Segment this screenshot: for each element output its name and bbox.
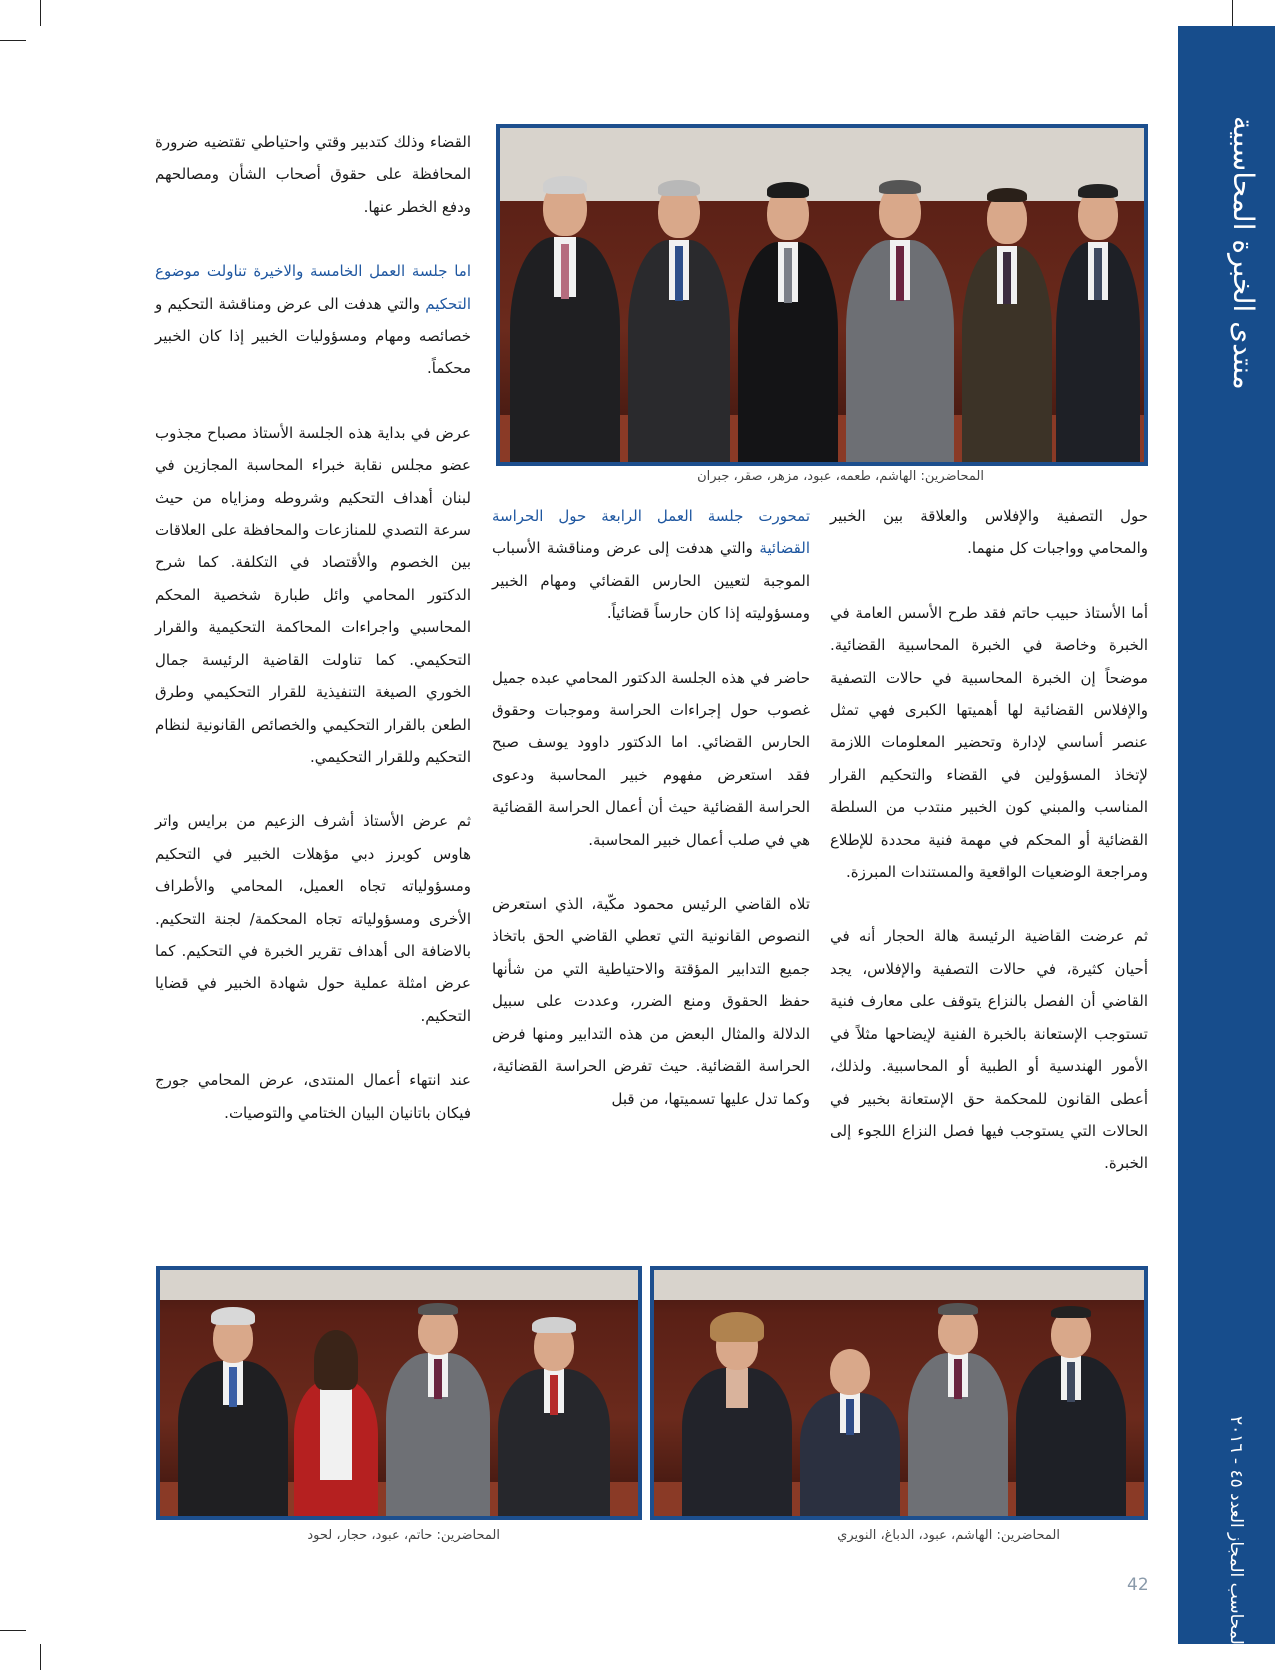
crop-mark <box>1232 0 1233 26</box>
crop-mark <box>0 40 26 41</box>
photo-bottom-right-caption: المحاضرين: الهاشم، عبود، الدباغ، النويري <box>837 1528 1060 1543</box>
paragraph: حاضر في هذه الجلسة الدكتور المحامي عبده جميل غصوب حول إجراءات الحراسة وموجبات وحقوق الحارس القضائي. اما الدكتور داوود يوسف صبح فقد استعرض مفهوم خبير المحاسبة ودعوى الحراسة القضائية حيث أن أعمال الحراسة القضائية هي في صلب أعمال خبير المحاسبة. <box>492 668 810 849</box>
crop-mark <box>40 0 41 26</box>
photo-person <box>386 1291 490 1516</box>
paragraph: حول التصفية والإفلاس والعلاقة بين الخبير والمحامي وواجبات كل منهما. <box>830 507 1148 558</box>
photo-person <box>628 162 730 462</box>
paragraph: تلاه القاضي الرئيس محمود مكّية، الذي استعرض النصوص القانونية التي تعطي القاضي الحق باتخاذ جميع التدابير المؤقتة والاحتياطية التي من شأنها حفظ الحقوق ومنع الضرر، وعددت على سبيل الدلالة والمثال البعض من هذه التدابير ومنها فرض الحراسة القضائية. حيث تفرض الحراسة القضائية، وكما تدل عليها تسميتها، من قبل <box>492 895 810 1108</box>
paragraph: ثم عرض الأستاذ أشرف الزعيم من برايس واتر هاوس كوبرز دبي مؤهلات الخبير في التحكيم ومسؤولياته تجاه العميل، المحامي والأطراف الأخرى ومسؤولياته تجاه المحكمة/ لجنة التحكيم. بالاضافة الى أهداف تقرير الخبرة في التحكيم. كما عرض امثلة عملية حول شهادة الخبير في قضايا التحكيم. <box>155 812 471 1025</box>
photo-top <box>496 124 1148 466</box>
section-heading: اما جلسة العمل الخامسة والاخيرة تناولت موضوع التحكيم <box>155 262 471 313</box>
photo-bottom-left <box>156 1266 642 1520</box>
paragraph: عرض في بداية هذه الجلسة الأستاذ مصباح مجذوب عضو مجلس نقابة خبراء المحاسبة المجازين في لبنان أهداف التحكيم وشروطه ومزاياه من حيث سرعة التصدي للمنازعات والمحافظة على العلاقات بين الخصوم والأقتصاد في التكلفة. كما شرح الدكتور المحامي وائل طبارة شخصية المحكم المحاسبي واجراءات المحاكمة التحكيمية والقرار التحكيمي. كما تناولت القاضية الرئيسة جمال الخوري الصيغة التنفيذية للقرار التحكيمي وطرق الطعن بالقرار التحكيمي والخصائص القانونية لنظام التحكيم وللقرار التحكيمي. <box>155 423 471 766</box>
photo-person <box>846 162 954 462</box>
photo-top-caption: المحاضرين: الهاشم، طعمه، عبود، مزهر، صقر، جبران <box>697 469 984 484</box>
crop-mark <box>0 1630 26 1631</box>
photo-person <box>800 1341 900 1516</box>
photo-bottom-right <box>650 1266 1148 1520</box>
article-column-right <box>830 500 1148 1180</box>
photo-person <box>178 1301 288 1516</box>
paragraph: عند انتهاء أعمال المنتدى، عرض المحامي جورج فيكان باتانيان البيان الختامي والتوصيات. <box>155 1071 471 1122</box>
paragraph: اما جلسة العمل الخامسة والاخيرة تناولت موضوع التحكيم والتي هدفت الى عرض ومناقشة التحكيم و خصائصه ومهام ومسؤوليات الخبير إذا كان الخبير محكماً. <box>155 262 471 378</box>
photo-person <box>962 162 1052 462</box>
section-heading: تمحورت جلسة العمل الرابعة حول الحراسة القضائية <box>492 507 810 558</box>
article-column-middle <box>492 500 810 1115</box>
photo-person <box>1016 1296 1126 1516</box>
paragraph: أما الأستاذ حبيب حاتم فقد طرح الأسس العامة في الخبرة وخاصة في الخبرة المحاسبية القضائية. موضحاً إن الخبرة المحاسبية في حالات التصفية والإفلاس القضائية لها أهميتها الكبرى فهي تمثل عنصر أساسي لإدارة وتحضير المعلومات اللازمة لإتخاذ المسؤولين في القضاء والتحكيم القرار المناسب والمبني كون الخبير منتدب من السلطة القضائية أو المحكم في مهمة فنية محددة للإطلاع ومراجعة الوضعيات الواقعية والمستندات المبرزة. <box>830 603 1148 882</box>
crop-mark <box>40 1644 41 1670</box>
photo-person <box>510 162 620 462</box>
page-number: 42 <box>1127 1575 1149 1595</box>
photo-person <box>908 1291 1008 1516</box>
photo-person <box>1056 162 1140 462</box>
photo-person <box>738 162 838 462</box>
article-column-left <box>155 126 471 1129</box>
photo-person <box>294 1326 378 1516</box>
photo-person <box>498 1311 610 1516</box>
sidebar-issue: المحاسب المجاز العدد ٤٥ - ٢٠١٦ <box>1226 1416 1246 1650</box>
photo-person <box>682 1306 792 1516</box>
sidebar-title: منتدى الخبرة المحاسبية <box>1227 116 1260 390</box>
sidebar-band <box>1178 26 1275 1650</box>
paragraph: ثم عرضت القاضية الرئيسة هالة الحجار أنه في أحيان كثيرة، في حالات التصفية والإفلاس، يجد القاضي أن الفصل بالنزاع يتوقف على معارف فنية تستوجب الإستعانة بالخبرة الفنية لإيضاحها مثلاً في الأمور الهندسية أو الطبية أو المحاسبية. ولذلك، أعطى القانون للمحكمة حق الإستعانة بخبير في الحالات التي يستوجب فيها فصل النزاع اللجوء إلى الخبرة. <box>830 927 1148 1173</box>
photo-bottom-left-caption: المحاضرين: حاتم، عبود، حجار، لحود <box>307 1528 500 1543</box>
paragraph: تمحورت جلسة العمل الرابعة حول الحراسة القضائية والتي هدفت إلى عرض ومناقشة الأسباب الموجبة لتعيين الحارس القضائي ومهام الخبير ومسؤوليته إذا كان حارساً قضائياً. <box>492 507 810 623</box>
paragraph: القضاء وذلك كتدبير وقتي واحتياطي تقتضيه ضرورة المحافظة على حقوق أصحاب الشأن ومصالحهم ودفع الخطر عنها. <box>155 133 471 216</box>
